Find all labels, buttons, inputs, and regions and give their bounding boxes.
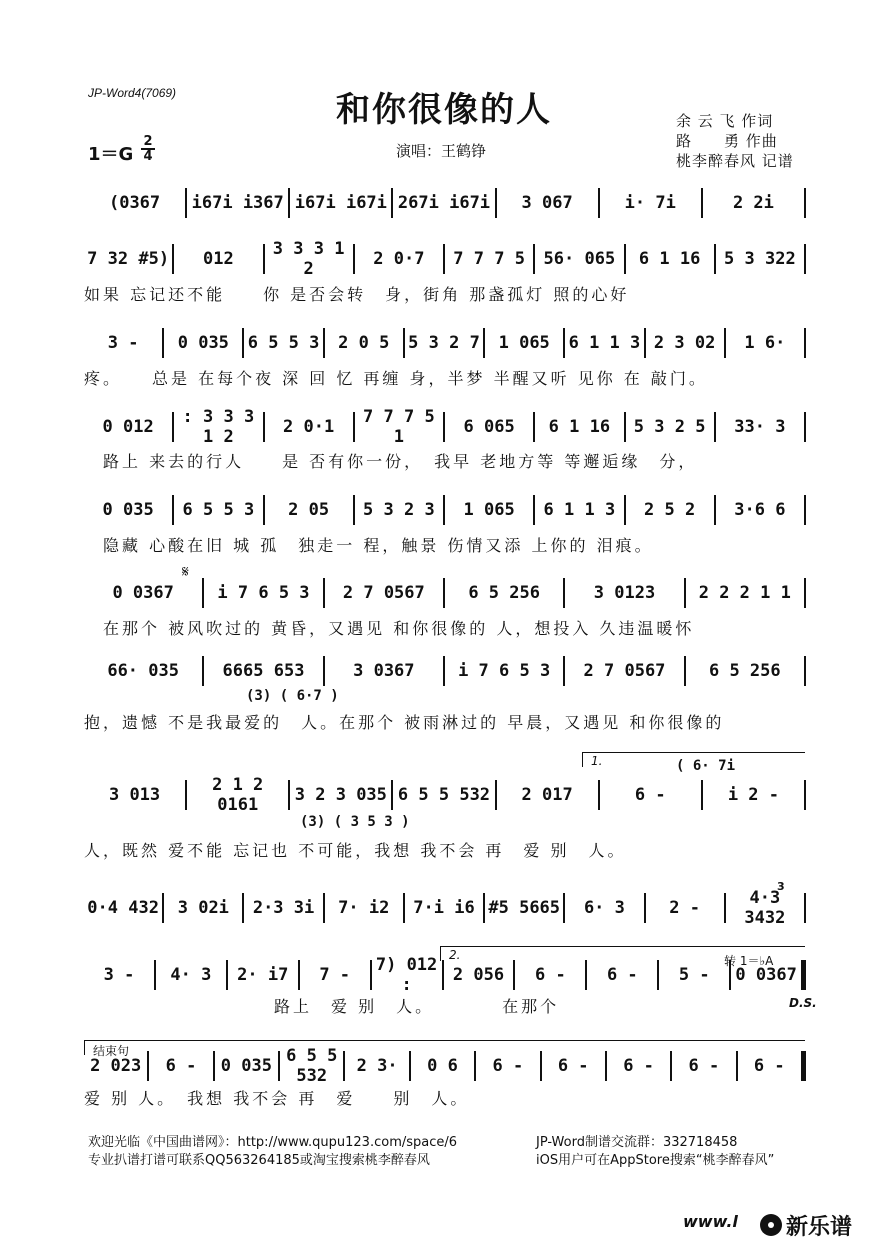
measure: 7 - (319, 965, 351, 985)
measure: 2 0·7 (373, 249, 425, 269)
measure: 6 - (606, 965, 638, 985)
measure: 2 3 02 (653, 333, 716, 353)
measure: 3 02i (177, 898, 229, 918)
measure: 2 7 0567 (583, 661, 666, 681)
measure: 2 056 (452, 965, 505, 985)
key-signature: 1＝G (88, 144, 134, 165)
measure: 6665 653 (222, 661, 305, 681)
alt-notes-2: (3) ( 3 5 3 ) (300, 814, 410, 830)
measure: 6 5 256 (468, 583, 540, 603)
lyric-line: 路上 来去的行人 是 否有你一份， 我早 老地方等 等邂逅缘 分， (84, 452, 698, 471)
alt-notes-3: ( 6· 7i (676, 758, 736, 774)
bar-line (804, 893, 806, 923)
lyric-line: 人，既然 爱不能 忘记也 不可能，我想 我不会 再 爱 别 人。 (84, 841, 627, 860)
alt-notes-1: (3) ( 6·7 ) (246, 688, 339, 704)
time-signature (141, 136, 155, 162)
measure: 2 2 2 1 1 (698, 583, 791, 603)
measure: 2 05 (288, 500, 330, 520)
measure: 3 0367 (353, 661, 415, 681)
lyric-line: 在那个 被风吹过的 黄昏，又遇见 和你很像的 人，想投入 久违温暖怀 (84, 619, 695, 638)
lyric-line: 爱 别 人。 我想 我不会 再 爱 别 人。 (84, 1089, 470, 1108)
measure: 0 035 (220, 1056, 272, 1076)
score-row (84, 186, 806, 220)
measure: #5 5665 (488, 898, 561, 918)
measure: 6 1 16 (548, 417, 611, 437)
measure: 6 - (634, 785, 666, 805)
bar-line (804, 244, 806, 274)
watermark-logo-icon (760, 1214, 782, 1236)
bar-line (804, 188, 806, 218)
measure: 56· 065 (543, 249, 616, 269)
measure: 6 - (753, 1056, 785, 1076)
measure: i 7 6 5 3 (217, 583, 310, 603)
measure: 2· i7 (237, 965, 289, 985)
composer-credit: 路 勇 作曲 (676, 132, 778, 150)
time-signature-bottom: 4 (143, 149, 153, 164)
measure: 2 7 0567 (342, 583, 425, 603)
measure: 1 065 (463, 500, 515, 520)
measure: 2 3· (356, 1056, 398, 1076)
ending-bracket (84, 1040, 805, 1058)
measure: 7·i i6 (413, 898, 475, 918)
measure: 6 - (688, 1056, 720, 1076)
measure: 6 5 5 3 (247, 333, 320, 353)
score-row (84, 493, 806, 527)
bar-line (804, 412, 806, 442)
score-row (84, 775, 806, 815)
measure: 3 013 (108, 785, 161, 805)
measure: 0·4 432 (87, 898, 159, 918)
measure: 6 1 16 (638, 249, 701, 269)
score-row (84, 239, 806, 279)
measure: 6 5 5 3 (182, 500, 255, 520)
lyric-line: 隐藏 心酸在旧 城 孤 独走一 程，触景 伤情又添 上你的 泪痕。 (84, 536, 654, 555)
lyric-line: 疼。 总是 在每个夜 深 回 忆 再缠 身，半梦 半醒又听 见你 在 敲门。 (84, 369, 708, 388)
measure: 3 - (103, 965, 135, 985)
measure: 7) 012 : (375, 955, 438, 995)
measure: 5 - (678, 965, 710, 985)
footer-ios-line: iOS用户可在AppStore搜索“桃李醉春风” (536, 1153, 775, 1168)
measure: 3 0123 (593, 583, 656, 603)
measure: 2 1 2 0161 (212, 775, 264, 815)
measure: 5 3 2 7 (408, 333, 480, 353)
measure: 012 (203, 249, 234, 269)
measure: 1 065 (498, 333, 550, 353)
measure: 3 3 3 1 2 (272, 239, 345, 279)
score-row (84, 576, 806, 610)
measure: 3 2 3 035 (294, 785, 387, 805)
measure: 5 3 322 (724, 249, 796, 269)
time-signature-top: 2 (143, 134, 153, 149)
measure: 0 035 (102, 500, 154, 520)
key-change-label: 转 1＝♭A (724, 954, 774, 968)
measure: 2·3 3i (252, 898, 315, 918)
measure: 6 5 5 532 (397, 785, 491, 805)
measure: 6 5 5 532 (286, 1046, 338, 1086)
lyric-line: 路上 爱 别 人。 在那个 (84, 997, 560, 1016)
measure: 6 - (623, 1056, 654, 1076)
measure: 6· 3 (583, 898, 625, 918)
lyric-line: 如果 忘记还不能 你 是否会转 身，街角 那盏孤灯 照的心好 (84, 285, 630, 304)
measure: i 7 6 5 3 (458, 661, 551, 681)
measure: 33· 3 (734, 417, 786, 437)
score-row (84, 955, 806, 995)
measure: 2 5 2 (644, 500, 696, 520)
measure: 2 017 (521, 785, 573, 805)
singer-credit: 演唱：王鹤铮 (396, 142, 487, 160)
measure: 3·6 6 (734, 500, 786, 520)
measure: 6 - (492, 1056, 524, 1076)
measure: (0367 (108, 193, 161, 213)
score-row (84, 326, 806, 360)
measure: i67i i367 (191, 193, 284, 213)
score-row (84, 888, 806, 928)
bar-line (804, 495, 806, 525)
measure: i 2 - (727, 785, 779, 805)
measure: 6 1 1 3 (568, 333, 641, 353)
footer-site-line: 欢迎光临《中国曲谱网》：http://www.qupu123.com/space/6 (88, 1135, 458, 1150)
measure: 1 6· (744, 333, 786, 353)
measure: 7· i2 (338, 898, 390, 918)
measure: 2 2i (732, 193, 774, 213)
lyric-line: 抱，遗憾 不是我最爱的 人。在那个 被雨淋过的 早晨，又遇见 和你很像的 (84, 713, 725, 732)
triplet-mark: 3 (777, 880, 785, 893)
score-row (84, 654, 806, 688)
measure: i67i i67i (294, 193, 387, 213)
bar-line (801, 960, 806, 990)
measure: 7 32 #5) (87, 249, 170, 269)
measure: 6 - (535, 965, 566, 985)
measure: 6 5 256 (708, 661, 781, 681)
bar-line (804, 328, 806, 358)
measure: 6 - (557, 1056, 589, 1076)
measure: 3 - (107, 333, 139, 353)
score-row (84, 407, 806, 447)
measure: 4· 3 (170, 965, 212, 985)
ds-marking: D.S. (789, 996, 817, 1010)
measure: 0 012 (102, 417, 154, 437)
measure: 6 065 (463, 417, 515, 437)
measure: 0 0367 (112, 583, 174, 603)
bar-line (804, 578, 806, 608)
bar-line (804, 780, 806, 810)
measure: 0 035 (177, 333, 229, 353)
lyricist-credit: 余 云 飞 作词 (676, 112, 774, 130)
song-title: 和你很像的人 (336, 90, 552, 130)
measure: 7 7 7 5 1 (363, 407, 435, 447)
segno-sign: 𝄋 (182, 562, 189, 581)
transcriber-credit: 桃李醉春风 记谱 (676, 152, 794, 170)
measure: 2 0·1 (283, 417, 335, 437)
measure: 2 - (669, 898, 700, 918)
measure: 6 - (165, 1056, 197, 1076)
measure: 5 3 2 3 (363, 500, 435, 520)
measure: 3 067 (521, 193, 573, 213)
measure: 6 1 1 3 (543, 500, 616, 520)
bar-line (804, 656, 806, 686)
footer-contact-line: 专业扒谱打谱可联系QQ563264185或淘宝搜索桃李醉春风 (88, 1153, 430, 1168)
measure: : 3 3 3 1 2 (182, 407, 255, 447)
bar-line (801, 1051, 806, 1081)
ending-label: 结束句 (93, 1044, 130, 1058)
volta-1-label: 1. (591, 754, 603, 768)
measure: 5 3 2 5 (633, 417, 706, 437)
measure: 2 023 (90, 1056, 142, 1076)
measure: 4·3 3432 (744, 888, 786, 928)
volta-2-label: 2. (449, 948, 461, 962)
watermark-brand: 新乐谱 (786, 1215, 853, 1240)
measure: 2 0 5 (338, 333, 390, 353)
measure: i· 7i (624, 193, 676, 213)
watermark-url: www.l (683, 1212, 738, 1231)
measure: 0 0367 (735, 965, 797, 985)
measure: 66· 035 (107, 661, 179, 681)
measure: 0 6 (427, 1056, 458, 1076)
measure: 267i i67i (397, 193, 491, 213)
footer-group-line: JP-Word制谱交流群：332718458 (536, 1135, 738, 1150)
measure: 7 7 7 5 (453, 249, 525, 269)
software-label: JP-Word4(7069) (88, 86, 177, 100)
